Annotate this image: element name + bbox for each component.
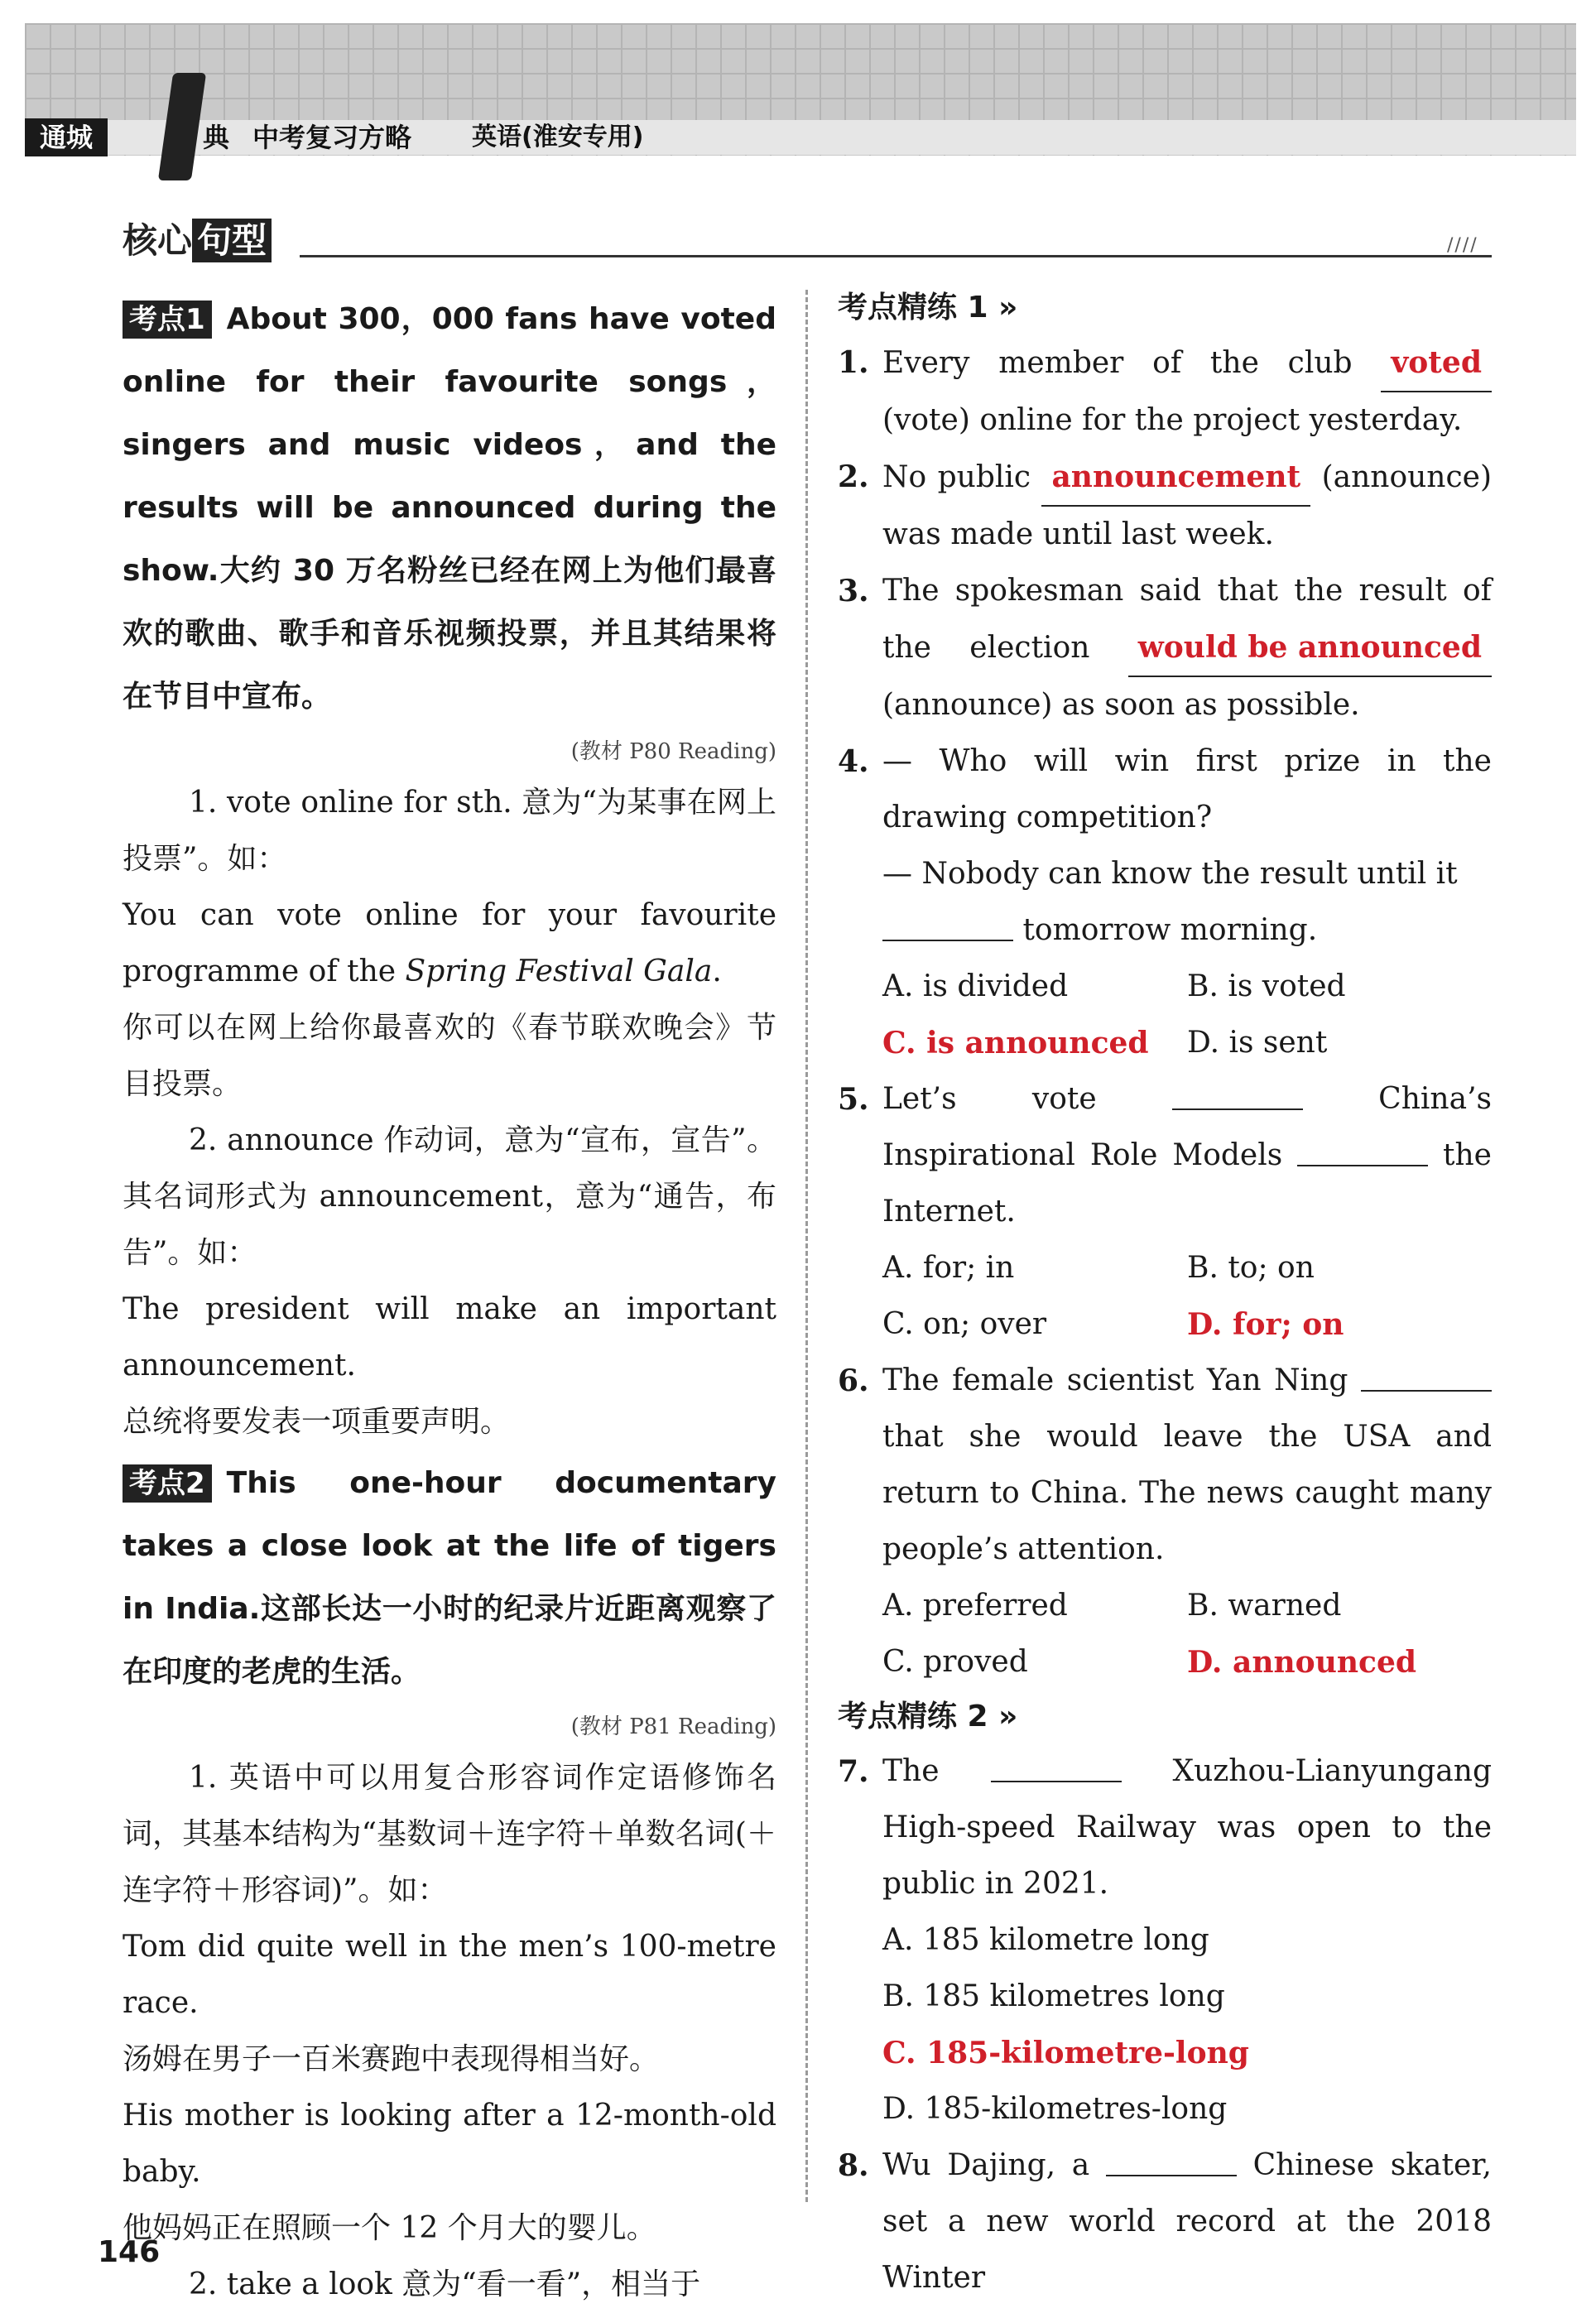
kp2-example-2: His mother is looking after a 12-month-old baby.	[123, 2099, 776, 2189]
q4-options-cd: C. is announced D. is sent	[882, 1026, 1328, 1060]
kp1-sentence	[123, 288, 776, 729]
kp2-english: This one-hour documentary takes a close look at the life of tigers in India.	[123, 1466, 776, 1626]
kp1-source: (教材 P80 Reading)	[570, 739, 776, 764]
kp1-note-2: 2. announce 作动词，意为“宣布，宣告”。其名词形式为 announcement，意为“通告，布告”。如：	[123, 1123, 776, 1270]
kp1-english: About 300，000 fans have voted online for their favourite songs，singers and music videos，and the results will be announced during the show.	[123, 302, 776, 588]
brand-label: 通城	[25, 118, 108, 156]
kp2-example-2-translation: 他妈妈正在照顾一个 12 个月大的婴儿。	[123, 2211, 656, 2245]
kp1-note-2-example: The president will make an important announcement.	[123, 1292, 776, 1383]
left-column	[123, 288, 776, 2313]
question-5: 5. Let’s vote China’s Inspirational Role Models the Internet.	[838, 1082, 1492, 1229]
blank	[1172, 1084, 1303, 1110]
q7-option-b: B. 185 kilometres long	[882, 1979, 1225, 2013]
q7-option-c: C. 185-kilometre-long	[882, 2036, 1249, 2070]
section-heading	[123, 214, 272, 263]
blank	[1297, 1140, 1428, 1166]
brand-label-right: 典	[203, 122, 230, 153]
answer-3: would be announced	[1128, 619, 1492, 677]
right-column	[838, 281, 1492, 2306]
page-number: 146	[98, 2235, 161, 2269]
kp2-source: (教材 P81 Reading)	[570, 1714, 776, 1739]
q6-options-cd: C. proved D. announced	[882, 1645, 1417, 1680]
kp2-example-1-translation: 汤姆在男子一百米赛跑中表现得相当好。	[123, 2042, 660, 2076]
kp1-tag: 考点1	[123, 301, 212, 339]
book-subject: 英语(淮安专用)	[472, 123, 644, 151]
kp2-sentence	[123, 1452, 776, 1704]
kp1-note-1-translation: 你可以在网上给你最喜欢的《春节联欢晚会》节目投票。	[123, 1011, 776, 1101]
kp2-note-2: 2. take a look 意为“看一看”，相当于	[189, 2267, 701, 2301]
question-6: 6. The female scientist Yan Ning that she would leave the USA and return to China. The news caught many people’s attention.	[838, 1363, 1492, 1566]
kp1-note-1: 1. vote online for sth. 意为“为某事在网上投票”。如：	[123, 786, 776, 876]
section-title-a: 核心	[123, 220, 193, 261]
section-title-b: 句型	[192, 219, 272, 262]
blank	[1361, 1365, 1492, 1392]
kp1-note-2-translation: 总统将要发表一项重要声明。	[123, 1405, 511, 1439]
kp2-example-1: Tom did quite well in the men’s 100-metre race.	[123, 1930, 776, 2020]
column-divider	[805, 290, 808, 2202]
question-7: 7. The Xuzhou-Lianyungang High-speed Railway was open to the public in 2021.	[838, 1754, 1492, 1901]
question-3: 3. The spokesman said that the result of the election would be announced (announce) as soon as possible.	[838, 574, 1492, 722]
question-1: 1. Every member of the club voted (vote) online for the project yesterday.	[838, 334, 1492, 449]
q4-options-ab: A. is divided B. is voted	[882, 969, 1346, 1003]
blank	[1106, 2150, 1237, 2176]
q6-options-ab: A. preferred B. warned	[882, 1589, 1342, 1623]
section-marks: ////	[1447, 235, 1478, 256]
drill-2-title: 考点精练 2 »	[838, 1700, 1018, 1734]
question-4: 4. — Who will win first prize in the drawing competition? — Nobody can know the result until it tomorrow morning.	[838, 744, 1492, 947]
book-title: 中考复习方略	[252, 122, 412, 153]
kp1-chinese: 大约 30 万名粉丝已经在网上为他们最喜欢的歌曲、歌手和音乐视频投票，并且其结果将在节目中宣布。	[123, 554, 776, 714]
answer-2: announcement	[1041, 449, 1310, 507]
section-rule	[300, 255, 1492, 257]
kp2-note-1: 1. 英语中可以用复合形容词作定语修饰名词，其基本结构为“基数词＋连字符＋单数名词(＋连字符＋形容词)”。如：	[123, 1761, 776, 1907]
answer-1: voted	[1381, 334, 1492, 392]
q5-options-ab: A. for; in B. to; on	[882, 1251, 1315, 1285]
kp2-chinese: 这部长达一小时的纪录片近距离观察了在印度的老虎的生活。	[123, 1592, 776, 1689]
q7-option-a: A. 185 kilometre long	[882, 1923, 1209, 1957]
question-2: 2. No public announcement (announce) was made until last week.	[838, 449, 1492, 563]
kp2-tag: 考点2	[123, 1464, 212, 1503]
q7-option-d: D. 185-kilometres-long	[882, 2092, 1228, 2126]
q5-options-cd: C. on; over D. for; on	[882, 1307, 1344, 1342]
blank	[882, 915, 1013, 941]
blank	[991, 1756, 1122, 1782]
question-8: 8. Wu Dajing, a Chinese skater, set a new world record at the 2018 Winter	[838, 2148, 1492, 2295]
drill-1-title: 考点精练 1 »	[838, 291, 1018, 325]
kp1-note-1-example: You can vote online for your favourite programme of the Spring Festival Gala.	[123, 898, 776, 988]
